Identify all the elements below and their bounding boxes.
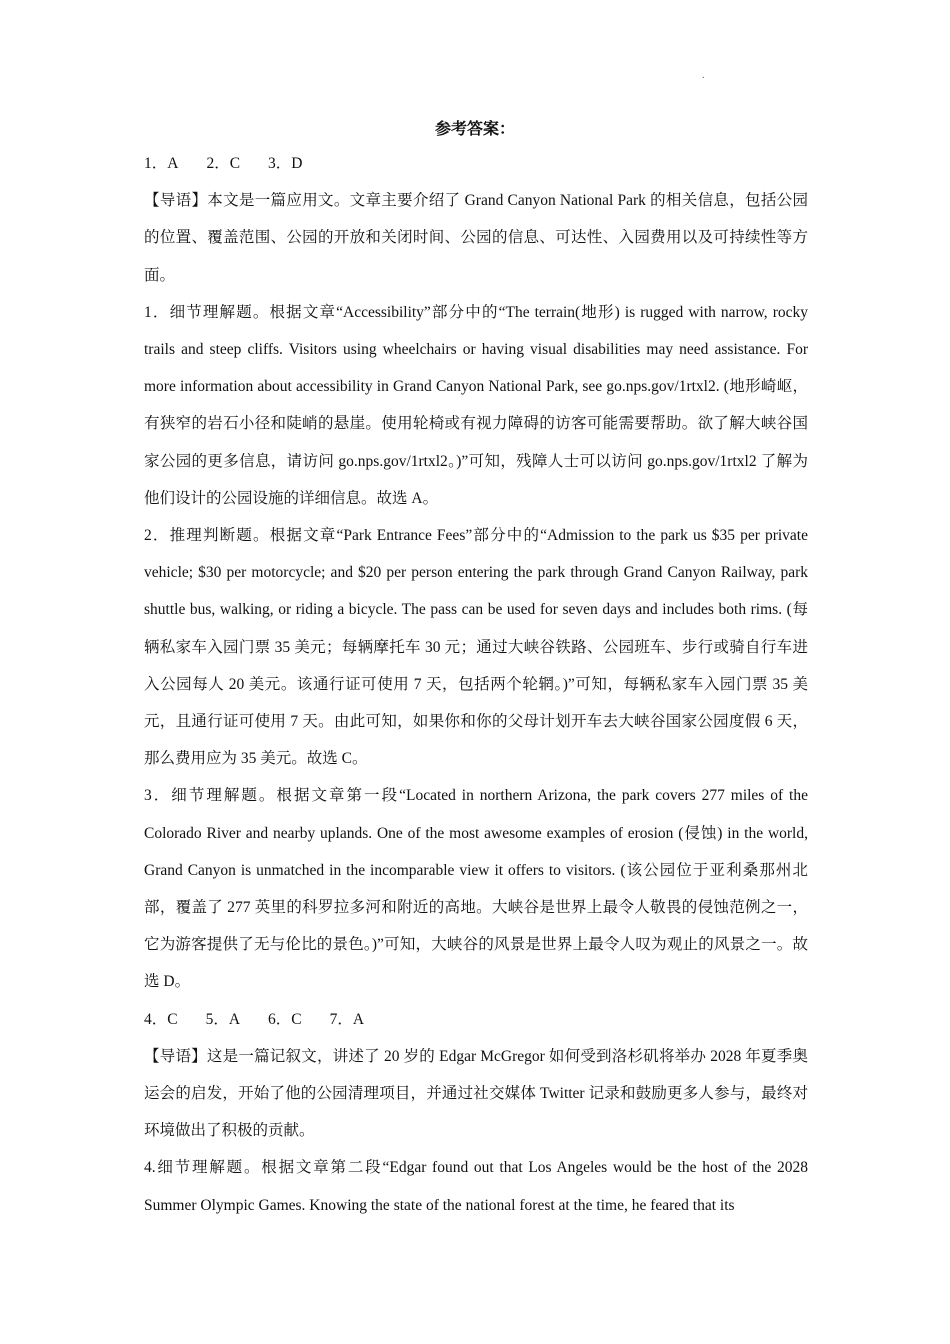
answer-item: 3．D (268, 155, 303, 172)
answer-key-2 (144, 1001, 808, 1038)
answer-item: 7．A (329, 1010, 365, 1028)
answer-key-1 (144, 145, 808, 182)
explanation-q4: 4.细节理解题。根据文章第二段“Edgar found out that Los Angeles would be the host of the 2028 Summer Olympic Games. Knowing the state of the national forest at the time, he feared that its (144, 1159, 808, 1214)
lead-paragraph-1: 【导语】本文是一篇应用文。文章主要介绍了 Grand Canyon National Park 的相关信息，包括公园的位置、覆盖范围、公园的开放和关闭时间、公园的信息、可达性、入园费用以及可持续性等方面。 (144, 192, 808, 284)
answer-item: 5．A (205, 1010, 241, 1028)
answer-item: 6．C (268, 1010, 302, 1028)
lead-paragraph-2: 【导语】这是一篇记叙文，讲述了 20 岁的 Edgar McGregor 如何受到洛杉矶将举办 2028 年夏季奥运会的启发，开始了他的公园清理项目，并通过社交媒体 Twitter 记录和鼓励更多人参与，最终对环境做出了积极的贡献。 (144, 1047, 808, 1140)
page-title: 参考答案： (434, 121, 515, 138)
answer-item: 1．A (144, 155, 179, 172)
answer-item: 2．C (206, 155, 241, 172)
explanation-q1: 1．细节理解题。根据文章“Accessibility”部分中的“The terrain(地形) is rugged with narrow, rocky trails and steep cliffs. Visitors using wheelchairs or having visual disabilities may need assistance. For more information about accessibility in Grand Canyon National Park, see go.nps.gov/1rtxl2. (地形崎岖，有狭窄的岩石小径和陡峭的悬崖。使用轮椅或有视力障碍的访客可能需要帮助。欲了解大峡谷国家公园的更多信息，请访问 go.nps.gov/1rtxl2。)”可知，残障人士可以访问 go.nps.gov/1rtxl2 了解为他们设计的公园设施的详细信息。故选 A。 (144, 303, 808, 507)
explanation-q3: 3．细节理解题。根据文章第一段“Located in northern Arizona, the park covers 277 miles of the Colorado River and nearby uplands. One of the most awesome examples of erosion (侵蚀) in the world, Grand Canyon is unmatched in the incomparable view it offers to visitors. (该公园位于亚利桑那州北部，覆盖了 277 英里的科罗拉多河和附近的高地。大峡谷是世界上最令人敬畏的侵蚀范例之一，它为游客提供了无与伦比的景色。)”可知，大峡谷的风景是世界上最令人叹为观止的风景之一。故选 D。 (144, 787, 808, 991)
header-mark: . (702, 70, 705, 81)
explanation-q2: 2．推理判断题。根据文章“Park Entrance Fees”部分中的“Admission to the park us $35 per private vehicle; $30 per motorcycle; and $20 per person entering the park through Grand Canyon Railway, park shuttle bus, walking, or riding a bicycle. The pass can be used for seven days and includes both rims. (每辆私家车入园门票 35 美元；每辆摩托车 30 元；通过大峡谷铁路、公园班车、步行或骑自行车进入公园每人 20 美元。该通行证可使用 7 天，包括两个轮辋。)”可知，每辆私家车入园门票 35 美元，且通行证可使用 7 天。由此可知，如果你和你的父母计划开车去大峡谷国家公园度假 6 天，那么费用应为 35 美元。故选 C。 (144, 527, 808, 768)
document-body (144, 145, 808, 1224)
answer-item: 4．C (144, 1010, 178, 1028)
